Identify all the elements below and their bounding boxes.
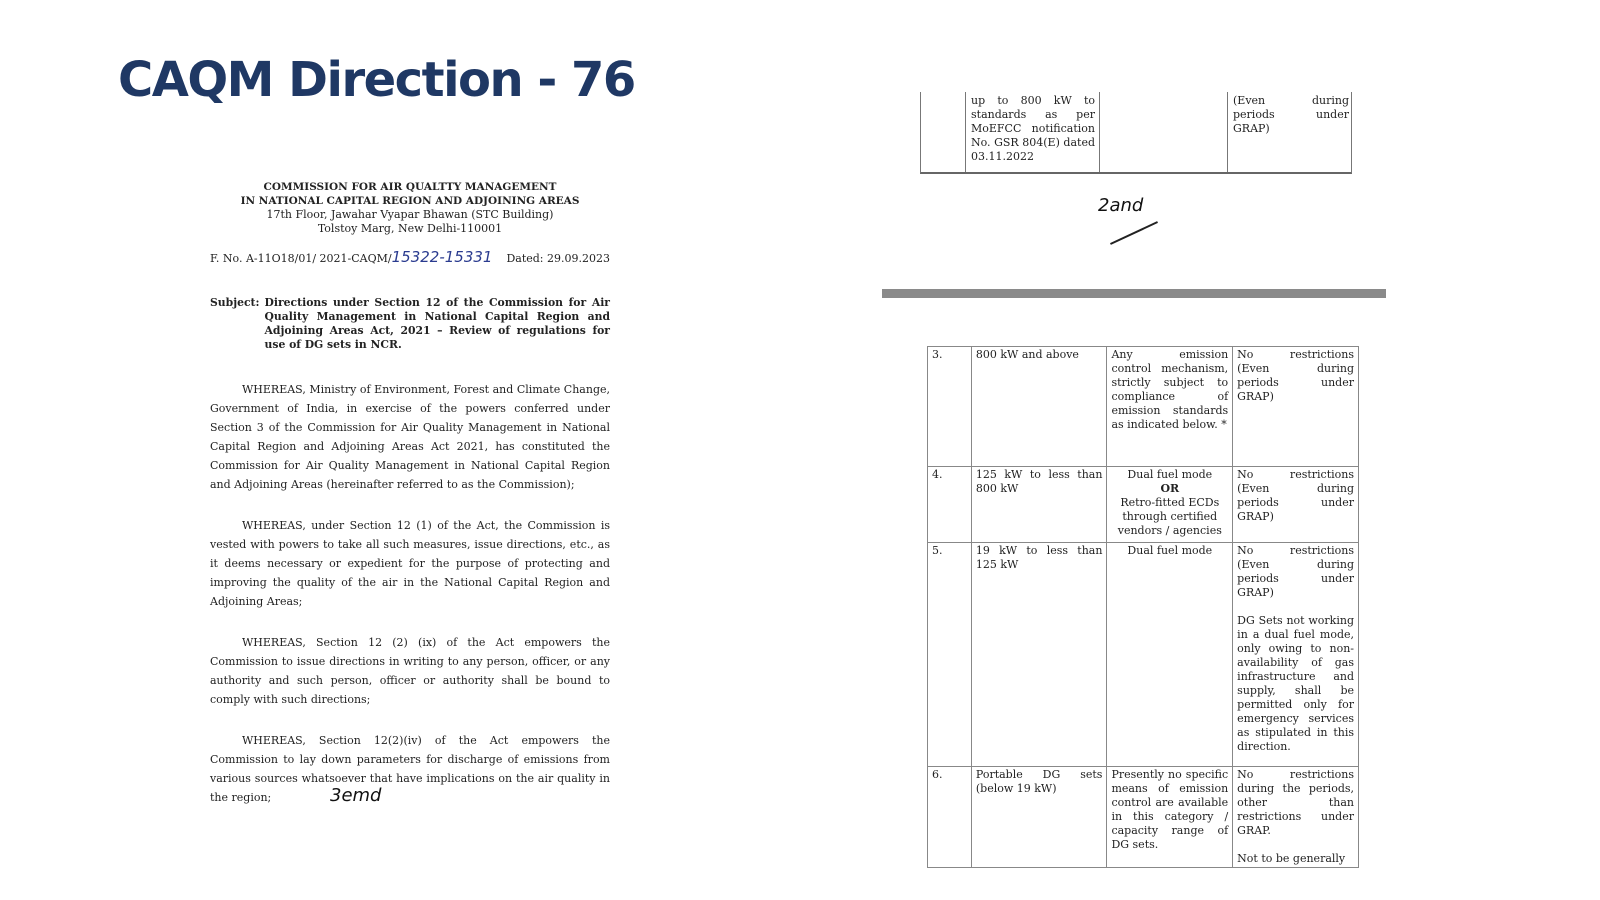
restriction-cell: No restrictions (Even during periods under GRAP) (1233, 467, 1359, 543)
restriction-main: No restrictions during the periods, other than restrictions under GRAP. (1237, 768, 1354, 837)
whereas-paragraph-1: WHEREAS, Ministry of Environment, Forest and Climate Change, Government of India, in exercise of the powers conferred under Section 3 of the Commission for Air Quality Management in National Capital Region and Adjoining Areas Act 2021, has constituted the Commission for Air Quality Management in National Capital Region and Adjoining Areas (hereinafter referred to as the Commission); (210, 383, 610, 491)
table-row (928, 767, 1359, 868)
control-cell: Presently no specific means of emission control are available in this category / capacity range of DG sets. (1107, 767, 1233, 868)
file-number-printed: F. No. A-11O18/01/ 2021-CAQM/ (210, 252, 392, 265)
signature-right: 2and (1098, 195, 1144, 216)
control-option-1: Dual fuel mode (1127, 468, 1213, 481)
letterhead-address-1: 17th Floor, Jawahar Vyapar Bhawan (STC Building) (266, 208, 554, 221)
letterhead (210, 180, 610, 236)
fragment-restriction-text: (Even during periods under GRAP) (1233, 94, 1349, 135)
file-number-handwritten: 15322-15331 (391, 248, 493, 266)
row-number: 6. (928, 767, 972, 868)
table-row (928, 347, 1359, 467)
reference-line (210, 248, 610, 266)
letterhead-line-2: IN NATIONAL CAPITAL REGION AND ADJOINING AREAS (240, 195, 580, 207)
fragment-capacity-text: up to 800 kW to standards as per MoEFCC notification No. GSR 804(E) dated 03.11.2022 (971, 94, 1095, 163)
capacity-cell: 19 kW to less than 125 kW (971, 543, 1107, 767)
control-or: OR (1160, 482, 1180, 495)
signature-left: 3emd (330, 785, 382, 806)
control-cell (1107, 467, 1233, 543)
dg-sets-table (927, 346, 1359, 868)
whereas-paragraph-4: WHEREAS, Section 12(2)(iv) of the Act empowers the Commission to lay down parameters for discharge of emissions from various sources whatsoever that have implications on the air quality in the region; (210, 734, 610, 804)
capacity-cell: 125 kW to less than 800 kW (971, 467, 1107, 543)
whereas-paragraph-2: WHEREAS, under Section 12 (1) of the Act, the Commission is vested with powers to take all such measures, issue directions, etc., as it deems necessary or expedient for the purpose of protecting and improving the quality of the air in the National Capital Region and Adjoining Areas; (210, 519, 610, 608)
capacity-cell: Portable DG sets (below 19 kW) (971, 767, 1107, 868)
column-divider (965, 92, 966, 172)
page-divider (882, 289, 1386, 298)
subject-text: Directions under Section 12 of the Commission for Air Quality Management in National Capital Region and Adjoining Areas Act, 2021 – Review of regulations for use of DG sets in NCR. (264, 296, 610, 351)
whereas-paragraph-3: WHEREAS, Section 12 (2) (ix) of the Act empowers the Commission to issue directions in writing to any person, officer, or any authority and such person, officer or authority shall be bound to comply with such directions; (210, 636, 610, 706)
restriction-note: DG Sets not working in a dual fuel mode, only owing to non-availability of gas infrastructure and supply, shall be permitted only for emergency services as stipulated in this direction. (1237, 614, 1354, 753)
restriction-cutoff: Not to be generally (1237, 852, 1346, 865)
restriction-main: No restrictions (Even during periods under GRAP) (1237, 544, 1354, 599)
table-row (928, 467, 1359, 543)
slide-title: CAQM Direction - 76 (118, 52, 635, 108)
capacity-cell: 800 kW and above (971, 347, 1107, 467)
file-number (210, 248, 492, 266)
row-number: 5. (928, 543, 972, 767)
row-number: 4. (928, 467, 972, 543)
dated: Dated: 29.09.2023 (506, 252, 610, 265)
restriction-cell: No restrictions (Even during periods under GRAP) (1233, 347, 1359, 467)
control-option-2: Retro-fitted ECDs through certified vendors / agencies (1117, 496, 1222, 537)
letterhead-line-1: COMMISSION FOR AIR QUALTTY MANAGEMENT (263, 181, 557, 193)
dg-table-clip (920, 340, 1380, 865)
letterhead-address-2: Tolstoy Marg, New Delhi-110001 (317, 222, 503, 235)
row-number: 3. (928, 347, 972, 467)
subject (210, 296, 610, 352)
column-divider (1227, 92, 1228, 172)
control-cell: Dual fuel mode (1107, 543, 1233, 767)
table-row (928, 543, 1359, 767)
subject-label: Subject: (210, 296, 260, 309)
restriction-cell (1233, 543, 1359, 767)
signature-stroke (1110, 221, 1158, 245)
direction-letter-page (210, 180, 610, 807)
restriction-cell (1233, 767, 1359, 868)
column-divider (1099, 92, 1100, 172)
previous-page-table-fragment (920, 92, 1352, 174)
control-cell: Any emission control mechanism, strictly subject to compliance of emission standards as indicated below. * (1107, 347, 1233, 467)
